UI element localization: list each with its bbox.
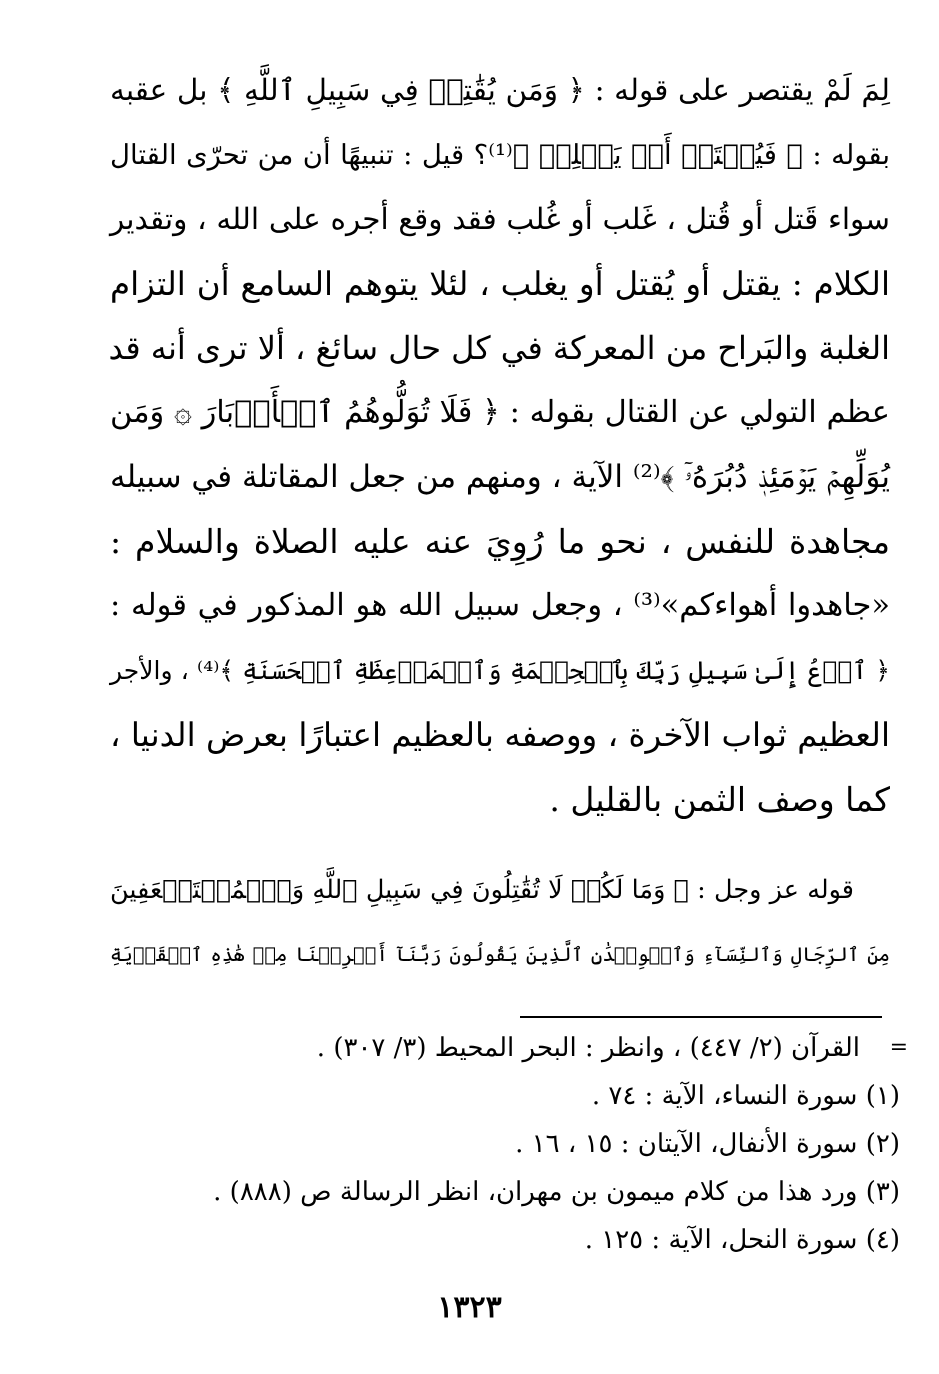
main-text bbox=[110, 58, 890, 987]
text-line: يُوَلِّهِمۡ يَوۡمَئِذٖ دُبُرَهُۥٓ ﴾⁽²⁾ الآية ، ومنهم من جعل المقاتلة في سبيله bbox=[110, 459, 890, 495]
text-line: مجاهدة للنفس ، نحو ما رُوِيَ عنه عليه الصلاة والسلام : bbox=[110, 521, 890, 561]
text-line: الكلام : يقتل أو يُقتل أو يغلب ، لئلا يتوهم السامع أن التزام bbox=[110, 264, 890, 303]
footnote-separator bbox=[520, 1016, 882, 1018]
footnote-1: (١) سورة النساء، الآية : ٧٤ . bbox=[591, 1081, 900, 1111]
continuation-mark: = bbox=[889, 1035, 908, 1060]
text-line: قوله عز وجل : ﴿ وَمَا لَكُمۡ لَا تُقَٰتِلُونَ فِي سَبِيلِ ٱللَّهِ وَٱلۡمُسۡتَضۡعَفِينَ bbox=[110, 875, 854, 905]
text-line: الغلبة والبَراح من المعركة في كل حال سائغ ، ألا ترى أنه قد bbox=[108, 329, 890, 367]
paragraph-gap bbox=[110, 832, 890, 858]
text-line: العظيم ثواب الآخرة ، ووصفه بالعظيم اعتبارًا بعرض الدنيا ، bbox=[110, 716, 890, 754]
text-line: كما وصف الثمن بالقليل . bbox=[549, 779, 890, 819]
text-line: بقوله : ﴿ فَيُقۡتَلۡ أَوۡ يَغۡلِبۡ ﴾⁽¹⁾؟ قيل : تنبيهًا أن من تحرّى القتال bbox=[110, 138, 890, 171]
text-line: مِنَ ٱلرِّجَالِ وَٱلنِّسَآءِ وَٱلۡوِلۡدَٰنِ ٱلَّذِينَ يَقُولُونَ رَبَّنَآ أَخۡرِجۡنَا مِنۡ هَٰذِهِ ٱلۡقَرۡيَةِ bbox=[110, 942, 890, 966]
text-line: عظم التولي عن القتال بقوله : ﴿ فَلَا تُوَلُّوهُمُ ٱلۡأَدۡبَارَ ۞ وَمَن bbox=[110, 394, 890, 430]
text-line: ﴿ ٱدۡعُ إِلَىٰ سَبِيلِ رَبِّكَ بِٱلۡحِكۡمَةِ وَٱلۡمَوۡعِظَةِ ٱلۡحَسَنَةِ ﴾⁽⁴⁾ ، والأجر bbox=[110, 655, 890, 685]
page-number: ١٣٢٣ bbox=[437, 1290, 502, 1325]
footnote-2: (٢) سورة الأنفال، الآيتان : ١٥ ، ١٦ . bbox=[515, 1129, 900, 1159]
paragraph-2 bbox=[110, 858, 890, 987]
text-line: «جاهدوا أهواءكم»⁽³⁾ ، وجعل سبيل الله هو المذكور في قوله : bbox=[110, 588, 890, 623]
paragraph-1 bbox=[110, 58, 890, 832]
footnote-4: (٤) سورة النحل، الآية : ١٢٥ . bbox=[584, 1225, 900, 1255]
text-line: لِمَ لَمْ يقتصر على قوله : ﴿ وَمَن يُقَٰتِلۡ فِي سَبِيلِ ٱللَّهِ ﴾ بل عقبه bbox=[110, 73, 890, 107]
footnote-continuation-text: القرآن (٢/ ٤٤٧) ، وانظر : البحر المحيط (٣/ ٣٠٧) . bbox=[316, 1033, 860, 1063]
footnote-continuation bbox=[160, 1024, 908, 1072]
text-line: سواء قَتل أو قُتل ، غَلب أو غُلب فقد وقع أجره على الله ، وتقدير bbox=[110, 202, 890, 236]
footnotes bbox=[160, 1024, 908, 1264]
footnote-3: (٣) ورد هذا من كلام ميمون بن مهران، انظر الرسالة ص (٨٨٨) . bbox=[213, 1177, 900, 1207]
